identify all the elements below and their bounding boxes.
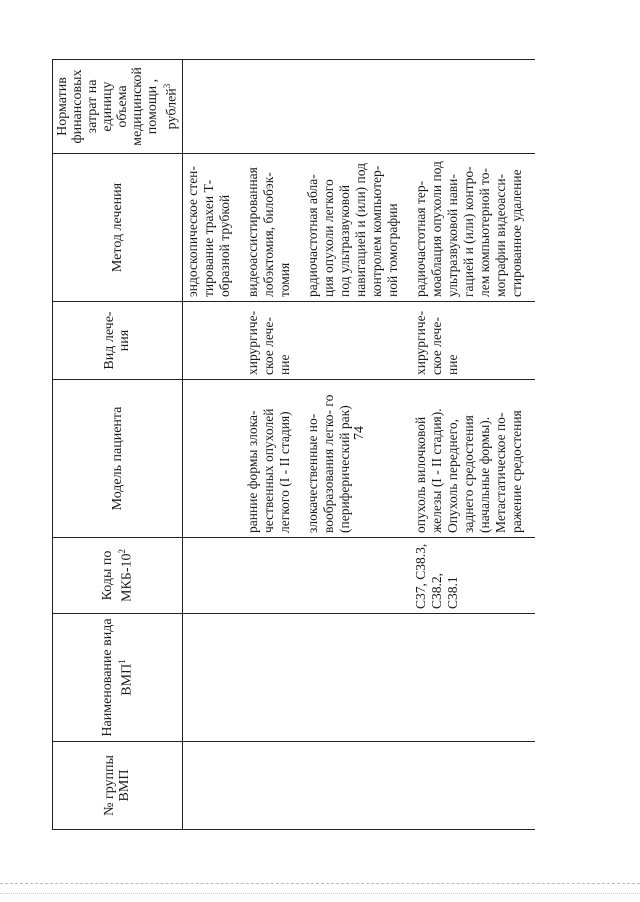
header-norm: Норматив финансовых затрат на единицу объема медицинской помощи , рублей$^3$: [53, 60, 183, 154]
model-cell: ранние формы злока- чественных опухолей легкого (I - II стадия): [243, 380, 303, 538]
header-row: [53, 60, 183, 830]
rotated-table-wrapper: [52, 60, 568, 830]
page-number: 74: [352, 426, 367, 440]
vmp-table: [52, 59, 535, 830]
method-cell: радиочастотная тер- моаблация опухоли под ультразвуковой нави- гацией и (или) контро- лем компьютерной то- мографии видеоасси- стированное удаление: [411, 154, 535, 302]
header-method: Метод лечения: [53, 154, 183, 302]
method-cell: эндоскопическое стен- тирование трахеи Т- образной трубкой: [182, 154, 243, 302]
header-model: Модель пациента: [53, 380, 183, 538]
type-cell: хирургиче- ское лече- ние: [411, 302, 535, 380]
table-row: [243, 60, 303, 830]
codes-cell: C37, C38.3, C38.2, C38.1: [411, 538, 535, 614]
model-cell: злокачественные но- вообразования легко- го (периферический рак): [303, 380, 411, 538]
header-group: № группы ВМП: [53, 742, 183, 830]
table-row: [303, 60, 411, 830]
method-cell: видеоассистированная лобэктомия, билобэк- томия: [243, 154, 303, 302]
table-row: [411, 60, 535, 830]
scan-edge-line: [0, 883, 640, 885]
method-cell: радиочастотная абла- ция опухоли легкого под ультразвуковой навигацией и (или) под контролем компьютер- ной томографии: [303, 154, 411, 302]
model-cell: опухоль вилочковой железы (I - II стадия). Опухоль переднего, заднего средостения (начальные формы). Метастатическое по- ражение средостения: [411, 380, 535, 538]
header-name: Наименование вида ВМП$^1$: [53, 614, 183, 742]
header-codes: Коды по МКБ-$10^2$: [53, 538, 183, 614]
header-type: Вид лече- ния: [53, 302, 183, 380]
scan-edge-line: [0, 893, 640, 895]
type-cell: хирургиче- ское лече- ние: [243, 302, 303, 380]
table-row: [182, 60, 243, 830]
